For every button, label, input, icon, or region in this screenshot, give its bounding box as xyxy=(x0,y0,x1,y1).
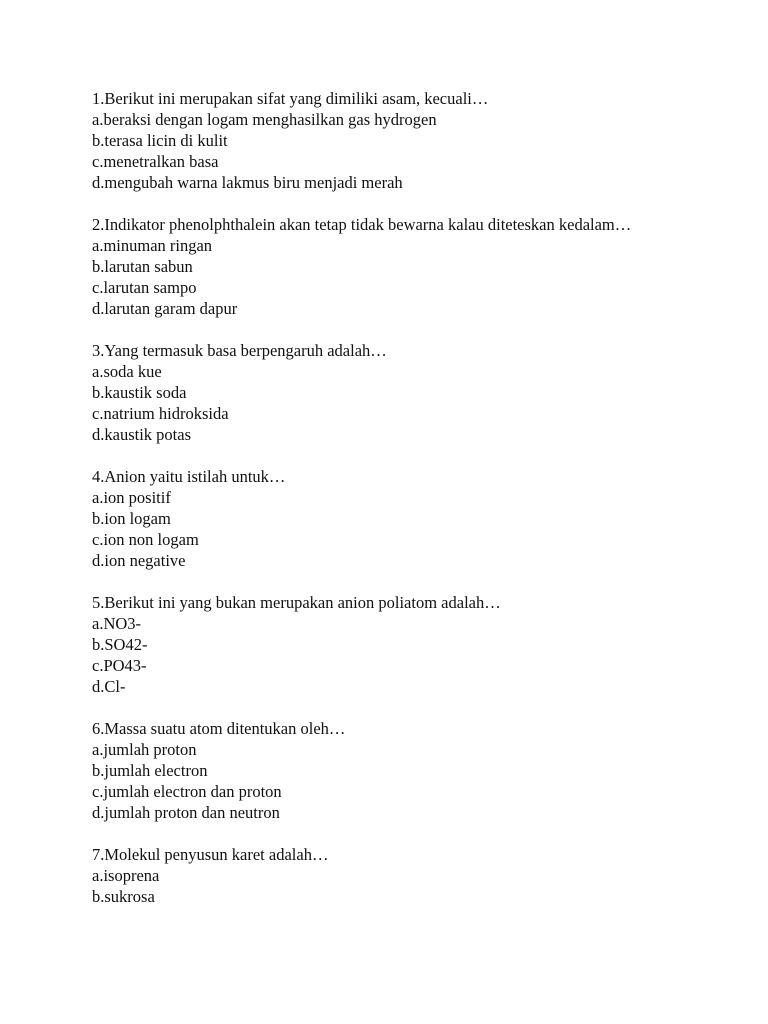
answer-option: a.NO3- xyxy=(92,614,142,633)
answer-option: c.jumlah electron dan proton xyxy=(92,782,282,801)
question-stem: 5.Berikut ini yang bukan merupakan anion poliatom adalah… xyxy=(92,593,501,612)
answer-option: a.ion positif xyxy=(92,488,171,507)
answer-option: d.kaustik potas xyxy=(92,425,191,444)
question-stem: 7.Molekul penyusun karet adalah… xyxy=(92,845,329,864)
question-list xyxy=(92,88,692,928)
answer-option: b.jumlah electron xyxy=(92,761,208,780)
question-stem: 6.Massa suatu atom ditentukan oleh… xyxy=(92,719,346,738)
answer-option: d.Cl- xyxy=(92,677,126,696)
answer-option: a.beraksi dengan logam menghasilkan gas hydrogen xyxy=(92,110,437,129)
answer-option: d.jumlah proton dan neutron xyxy=(92,803,280,822)
question-2 xyxy=(92,214,692,319)
answer-option: d.larutan garam dapur xyxy=(92,299,238,318)
answer-option: c.menetralkan basa xyxy=(92,152,219,171)
answer-option: c.natrium hidroksida xyxy=(92,404,229,423)
question-3 xyxy=(92,340,692,445)
question-stem: 1.Berikut ini merupakan sifat yang dimiliki asam, kecuali… xyxy=(92,89,489,108)
answer-option: a.isoprena xyxy=(92,866,160,885)
question-4 xyxy=(92,466,692,571)
answer-option: d.mengubah warna lakmus biru menjadi merah xyxy=(92,173,403,192)
question-1 xyxy=(92,88,692,193)
answer-option: b.SO42- xyxy=(92,635,148,654)
answer-option: c.PO43- xyxy=(92,656,147,675)
question-5 xyxy=(92,592,692,697)
answer-option: a.jumlah proton xyxy=(92,740,197,759)
answer-option: b.larutan sabun xyxy=(92,257,193,276)
answer-option: b.sukrosa xyxy=(92,887,155,906)
question-stem: 2.Indikator phenolphthalein akan tetap tidak bewarna kalau diteteskan kedalam… xyxy=(92,215,632,234)
answer-option: c.larutan sampo xyxy=(92,278,197,297)
question-6 xyxy=(92,718,692,823)
answer-option: b.ion logam xyxy=(92,509,171,528)
question-7 xyxy=(92,844,692,907)
answer-option: d.ion negative xyxy=(92,551,186,570)
question-stem: 3.Yang termasuk basa berpengaruh adalah… xyxy=(92,341,387,360)
answer-option: b.kaustik soda xyxy=(92,383,187,402)
question-stem: 4.Anion yaitu istilah untuk… xyxy=(92,467,286,486)
answer-option: b.terasa licin di kulit xyxy=(92,131,228,150)
answer-option: a.soda kue xyxy=(92,362,162,381)
answer-option: a.minuman ringan xyxy=(92,236,213,255)
answer-option: c.ion non logam xyxy=(92,530,199,549)
